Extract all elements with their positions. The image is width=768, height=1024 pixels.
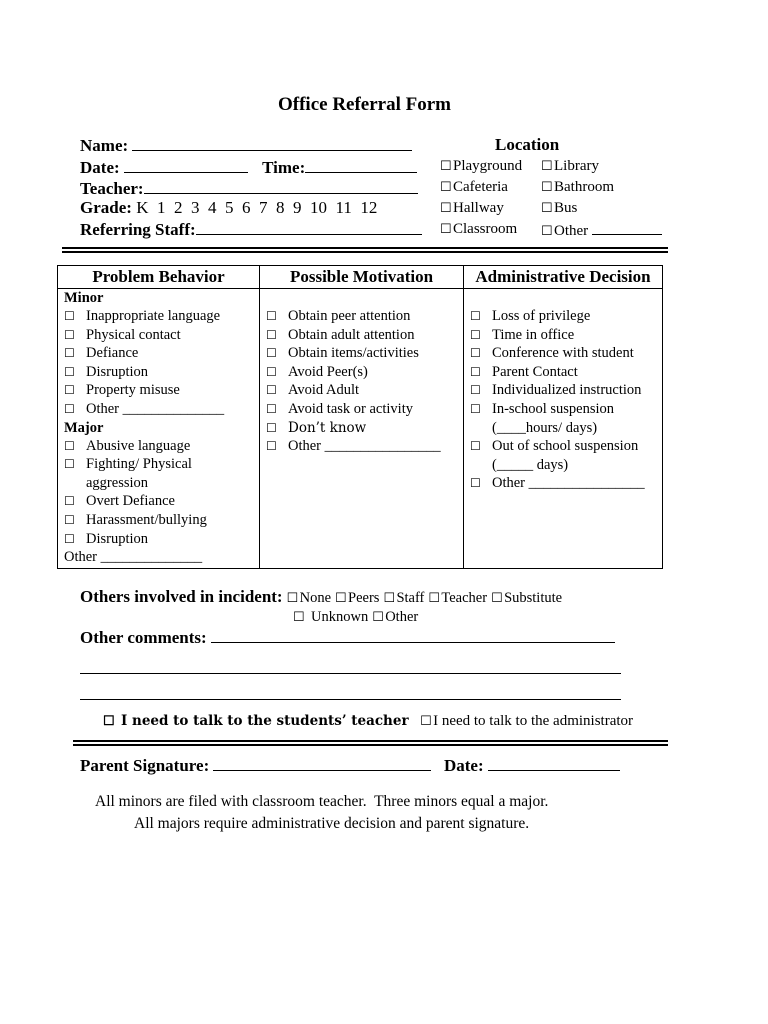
checkbox-icon[interactable]: ☐	[103, 713, 115, 728]
checkbox-icon[interactable]: ☐	[286, 590, 299, 605]
location-option-playground[interactable]: ☐Playground	[440, 158, 523, 174]
list-item[interactable]: ☐ Disruption	[64, 530, 149, 547]
checkbox-icon[interactable]: ☐	[541, 200, 553, 215]
checkbox-icon[interactable]: ☐	[64, 383, 75, 398]
grade-field	[80, 198, 377, 218]
list-item[interactable]: ☐ Property misuse	[64, 382, 180, 399]
talk-teacher-option[interactable]: ☐ I need to talk to the students’ teacher	[103, 713, 409, 729]
list-item[interactable]: ☐ Overt Defiance	[64, 493, 175, 510]
checkbox-icon[interactable]: ☐	[64, 494, 75, 509]
time-line[interactable]	[305, 157, 417, 173]
list-item[interactable]: ☐ Don’t know	[266, 419, 367, 436]
note-line-1: All minors are filed with classroom teacher. Three minors equal a major.	[95, 793, 549, 810]
list-item[interactable]: ☐ Fighting/ Physical	[64, 456, 192, 473]
referral-table	[57, 265, 663, 569]
teacher-label: Teacher:	[80, 179, 144, 198]
name-label: Name:	[80, 136, 129, 155]
checkbox-icon[interactable]: ☐	[470, 476, 481, 491]
checkbox-icon[interactable]: ☐	[383, 590, 396, 605]
list-item-continuation[interactable]: (____hours/ days)	[492, 419, 598, 436]
others-option-none[interactable]: ☐None	[286, 590, 332, 606]
list-item[interactable]: ☐ Loss of privilege	[470, 308, 591, 324]
others-option-teacher[interactable]: ☐Teacher	[428, 590, 488, 606]
page-title: Office Referral Form	[278, 94, 452, 115]
name-line[interactable]	[132, 135, 412, 151]
checkbox-icon[interactable]: ☐	[266, 401, 277, 416]
list-item[interactable]: ☐ Other ________________	[266, 438, 441, 455]
checkbox-icon[interactable]: ☐	[64, 309, 75, 323]
header-problem-behavior: Problem Behavior	[58, 266, 260, 289]
header-administrative-decision: Administrative Decision	[464, 266, 663, 289]
referring-staff-line[interactable]	[196, 219, 422, 235]
signature-date-label: Date:	[443, 756, 484, 775]
list-item[interactable]: ☐ Physical contact	[64, 326, 181, 343]
minor-label: Minor	[64, 290, 104, 306]
others-option-substitute[interactable]: ☐Substitute	[491, 590, 563, 606]
checkbox-icon[interactable]: ☐	[64, 364, 75, 379]
time-label: Time:	[262, 158, 306, 177]
talk-row	[103, 713, 633, 730]
list-item[interactable]: Other ______________	[64, 549, 203, 566]
others-option-unknown[interactable]: ☐ Unknown	[293, 609, 369, 625]
other-comments-field[interactable]	[80, 627, 615, 648]
date-line[interactable]	[124, 157, 248, 173]
checkbox-icon[interactable]: ☐	[440, 200, 452, 215]
list-item[interactable]: ☐ Harassment/bullying	[64, 511, 207, 528]
list-item[interactable]: ☐ Other ________________	[470, 475, 645, 492]
comments-line-1[interactable]	[211, 627, 615, 643]
checkbox-icon[interactable]: ☐	[266, 420, 277, 435]
list-item-continuation: aggression	[86, 474, 149, 491]
checkbox-icon[interactable]: ☐	[64, 512, 75, 527]
checkbox-icon[interactable]: ☐	[541, 179, 553, 194]
list-item[interactable]: ☐ Conference with student	[470, 345, 634, 362]
list-item[interactable]: ☐ In-school suspension	[470, 400, 615, 417]
list-item[interactable]: ☐ Defiance	[64, 345, 139, 362]
parent-signature-line[interactable]	[213, 755, 431, 771]
list-item[interactable]: ☐ Avoid Adult	[266, 382, 360, 399]
list-item[interactable]: ☐ Avoid Peer(s)	[266, 363, 368, 380]
checkbox-icon[interactable]: ☐	[541, 158, 553, 173]
date-time-field[interactable]	[80, 157, 417, 178]
list-item[interactable]: ☐ Individualized instruction	[470, 382, 642, 399]
checkbox-icon[interactable]: ☐	[440, 221, 452, 236]
checkbox-icon[interactable]: ☐	[541, 223, 553, 238]
checkbox-icon[interactable]: ☐	[266, 309, 277, 323]
checkbox-icon[interactable]: ☐	[293, 609, 305, 624]
referring-staff-field[interactable]	[80, 219, 422, 240]
list-item[interactable]: ☐ Out of school suspension	[470, 438, 639, 455]
checkbox-icon[interactable]: ☐	[440, 158, 452, 173]
comments-line-3[interactable]	[80, 699, 621, 700]
others-involved-label: Others involved in incident:	[80, 587, 283, 606]
location-option-bathroom[interactable]: ☐Bathroom	[541, 179, 614, 195]
possible-motivation-column	[260, 289, 464, 569]
parent-signature-label: Parent Signature:	[80, 756, 210, 775]
checkbox-icon[interactable]: ☐	[470, 401, 481, 416]
divider	[62, 247, 668, 253]
checkbox-icon[interactable]: ☐	[266, 346, 277, 361]
list-item[interactable]: ☐ Parent Contact	[470, 363, 578, 380]
list-item[interactable]: ☐ Obtain adult attention	[266, 326, 415, 343]
location-option-library[interactable]: ☐Library	[541, 158, 599, 174]
checkbox-icon[interactable]: ☐	[266, 439, 277, 454]
location-option-classroom[interactable]: ☐Classroom	[440, 221, 518, 237]
checkbox-icon[interactable]: ☐	[420, 713, 432, 728]
checkbox-icon[interactable]: ☐	[64, 457, 75, 472]
list-item[interactable]: ☐ Disruption	[64, 363, 149, 380]
checkbox-icon[interactable]: ☐	[470, 439, 481, 454]
teacher-line[interactable]	[144, 178, 418, 194]
signature-date-line[interactable]	[488, 755, 620, 771]
list-item[interactable]: ☐ Avoid task or activity	[266, 400, 413, 417]
checkbox-icon[interactable]: ☐	[491, 590, 503, 605]
checkbox-icon[interactable]: ☐	[470, 346, 481, 361]
checkbox-icon[interactable]: ☐	[64, 346, 75, 361]
location-option-hallway[interactable]: ☐Hallway	[440, 200, 504, 216]
checkbox-icon[interactable]: ☐	[470, 327, 481, 342]
talk-admin-option[interactable]: ☐I need to talk to the administrator	[420, 713, 634, 729]
referring-staff-label: Referring Staff:	[80, 220, 196, 239]
header-possible-motivation: Possible Motivation	[260, 266, 464, 289]
checkbox-icon[interactable]: ☐	[335, 590, 347, 605]
grade-label: Grade:	[80, 198, 132, 217]
others-involved-row-2	[293, 608, 418, 626]
list-item[interactable]: ☐ Obtain peer attention	[266, 308, 411, 324]
parent-signature-field[interactable]	[80, 755, 620, 776]
teacher-field[interactable]	[80, 178, 418, 199]
others-option-peers[interactable]: ☐Peers	[335, 590, 380, 606]
major-label: Major	[64, 419, 104, 436]
checkbox-icon[interactable]: ☐	[470, 364, 481, 379]
checkbox-icon[interactable]: ☐	[428, 590, 441, 605]
checkbox-icon[interactable]: ☐	[266, 383, 277, 398]
list-item-continuation[interactable]: (_____ days)	[492, 456, 569, 473]
problem-behavior-column	[58, 289, 260, 569]
list-item[interactable]: ☐ Inappropriate language	[64, 308, 221, 324]
others-involved-row	[80, 587, 562, 607]
other-comments-label: Other comments:	[80, 628, 207, 647]
checkbox-icon[interactable]: ☐	[266, 327, 277, 342]
others-option-other[interactable]: ☐Other	[372, 609, 419, 625]
checkbox-icon[interactable]: ☐	[64, 327, 75, 342]
date-label: Date:	[80, 158, 120, 177]
location-option-other[interactable]: ☐Other	[541, 221, 662, 240]
checkbox-icon[interactable]: ☐	[266, 364, 277, 379]
checkbox-icon[interactable]: ☐	[64, 531, 75, 546]
checkbox-icon[interactable]: ☐	[64, 401, 75, 416]
location-option-bus[interactable]: ☐Bus	[541, 200, 578, 216]
location-option-cafeteria[interactable]: ☐Cafeteria	[440, 179, 508, 195]
grade-levels[interactable]: K 1 2 3 4 5 6 7 8 9 10 11 12	[136, 198, 378, 217]
checkbox-icon[interactable]: ☐	[470, 309, 481, 323]
list-item[interactable]: ☐ Abusive language	[64, 437, 191, 454]
name-field[interactable]	[80, 135, 412, 156]
note-line-2: All majors require administrative decision and parent signature.	[134, 815, 530, 832]
list-item[interactable]: ☐ Other ______________	[64, 400, 225, 417]
checkbox-icon[interactable]: ☐	[470, 383, 481, 398]
divider	[73, 740, 668, 746]
checkbox-icon[interactable]: ☐	[440, 179, 452, 194]
administrative-decision-column	[464, 289, 663, 569]
location-other-line[interactable]	[592, 221, 662, 235]
list-item[interactable]: ☐ Time in office	[470, 326, 575, 343]
comments-line-2[interactable]	[80, 673, 621, 674]
others-option-staff[interactable]: ☐Staff	[383, 590, 425, 606]
checkbox-icon[interactable]: ☐	[64, 438, 75, 453]
list-item[interactable]: ☐ Obtain items/activities	[266, 345, 419, 362]
checkbox-icon[interactable]: ☐	[372, 609, 384, 624]
location-header: Location	[495, 135, 560, 154]
